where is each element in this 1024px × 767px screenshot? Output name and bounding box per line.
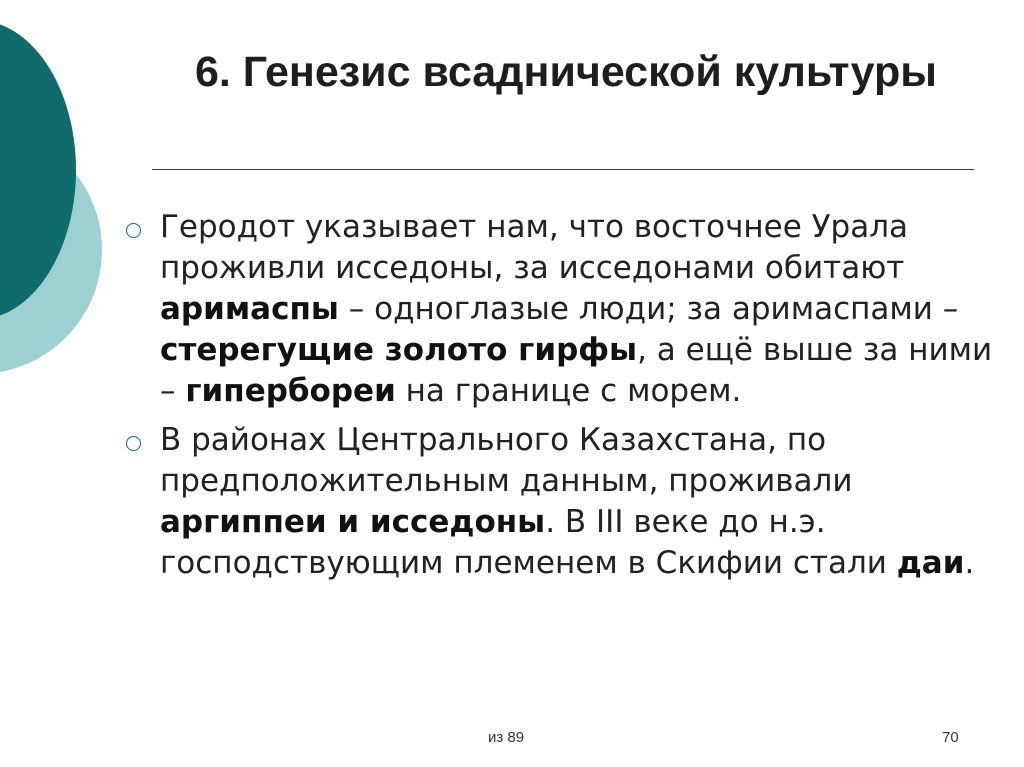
slide-total-count: из 89 xyxy=(488,729,525,746)
bullet-text-part: . В III веке до н.э. господствующим племенем в Скифии стали xyxy=(160,504,897,581)
bullet-text-part: . xyxy=(964,545,975,581)
bullet-circle-icon xyxy=(126,223,141,238)
bullet-text-part: , а ещё выше за ними – xyxy=(160,332,993,409)
bullet-text-part: – одноглазые люди; за аримаспами – xyxy=(338,291,959,327)
title-divider xyxy=(152,169,974,170)
bullet-text-part: В районах Центрального Казахстана, по предположительным данным, проживали xyxy=(160,422,853,499)
slide-page-number: 70 xyxy=(942,729,959,746)
bullet-text-part: на границе с морем. xyxy=(395,373,742,409)
bullet-bold-text: аргиппеи и исседоны xyxy=(160,504,546,540)
bullet-item xyxy=(124,207,994,412)
bullet-bold-text: стерегущие золото гирфы xyxy=(160,332,638,368)
bullet-bold-text: аримаспы xyxy=(160,291,339,327)
bullet-bold-text: даи xyxy=(896,545,965,581)
bullet-text-part: Геродот указывает нам, что восточнее Урала проживли исседоны, за исседонами обитают xyxy=(160,209,909,286)
bullet-circle-icon xyxy=(126,436,141,451)
slide-title: 6. Генезис всаднической культуры xyxy=(194,48,938,96)
bullet-list xyxy=(124,207,994,592)
bullet-bold-text: гипербореи xyxy=(185,373,396,409)
bullet-item xyxy=(124,420,994,584)
